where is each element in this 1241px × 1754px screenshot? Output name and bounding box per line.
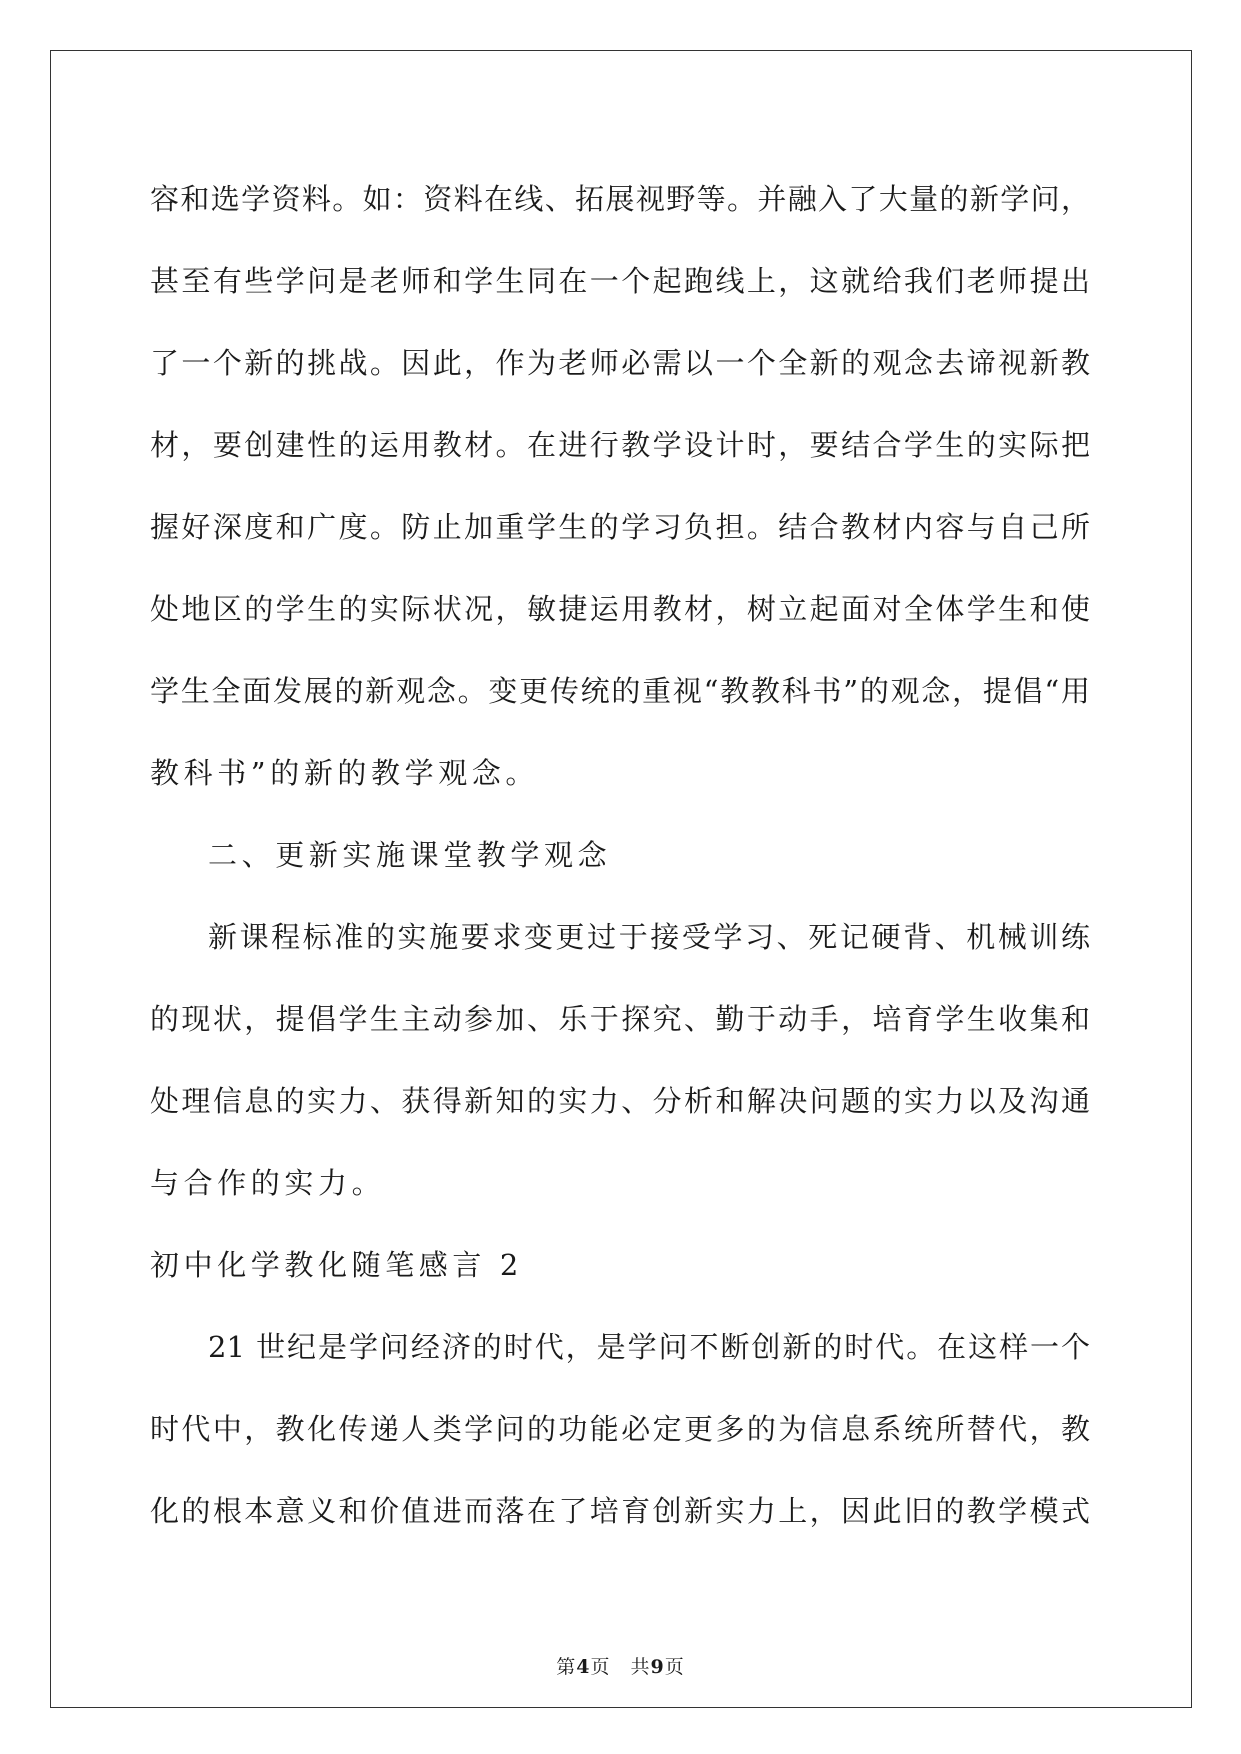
text-line: 握好深度和广度。防止加重学生的学习负担。结合教材内容与自己所: [150, 510, 1090, 544]
document-body: [150, 158, 1090, 1552]
page-footer: [0, 1652, 1241, 1679]
text-line: 处地区的学生的实际状况，敏捷运用教材，树立起面对全体学生和使: [150, 592, 1090, 626]
text-line: 的现状，提倡学生主动参加、乐于探究、勤于动手，培育学生收集和: [150, 1002, 1090, 1036]
text-line: 了一个新的挑战。因此，作为老师必需以一个全新的观念去谛视新教: [150, 346, 1090, 380]
text-line: 化的根本意义和价值进而落在了培育创新实力上，因此旧的教学模式: [150, 1494, 1090, 1528]
text-line: 甚至有些学问是老师和学生同在一个起跑线上，这就给我们老师提出: [150, 264, 1090, 298]
total-suffix: 页: [664, 1656, 685, 1678]
text-line: 材，要创建性的运用教材。在进行教学设计时，要结合学生的实际把: [150, 428, 1090, 462]
page-number: 4: [576, 1656, 591, 1678]
total-prefix: 共: [630, 1656, 651, 1678]
section-heading: 二、更新实施课堂教学观念: [208, 838, 612, 872]
page-prefix: 第: [556, 1656, 577, 1678]
article-title: 初中化学教化随笔感言 2: [150, 1248, 523, 1282]
text-line: 处理信息的实力、获得新知的实力、分析和解决问题的实力以及沟通: [150, 1084, 1090, 1118]
text-line: 21 世纪是学问经济的时代，是学问不断创新的时代。在这样一个: [208, 1330, 1090, 1364]
text-line: 学生全面发展的新观念。变更传统的重视“教教科书”的观念，提倡“用: [150, 674, 1090, 708]
page-suffix: 页: [590, 1656, 611, 1678]
total-pages: 9: [650, 1656, 665, 1678]
text-line: 与合作的实力。: [150, 1166, 386, 1200]
text-line: 新课程标准的实施要求变更过于接受学习、死记硬背、机械训练: [208, 920, 1090, 954]
text-line: 教科书”的新的教学观念。: [150, 756, 540, 790]
text-line: 时代中，教化传递人类学问的功能必定更多的为信息系统所替代，教: [150, 1412, 1090, 1446]
text-line: 容和选学资料。如：资料在线、拓展视野等。并融入了大量的新学问，: [150, 182, 1090, 216]
